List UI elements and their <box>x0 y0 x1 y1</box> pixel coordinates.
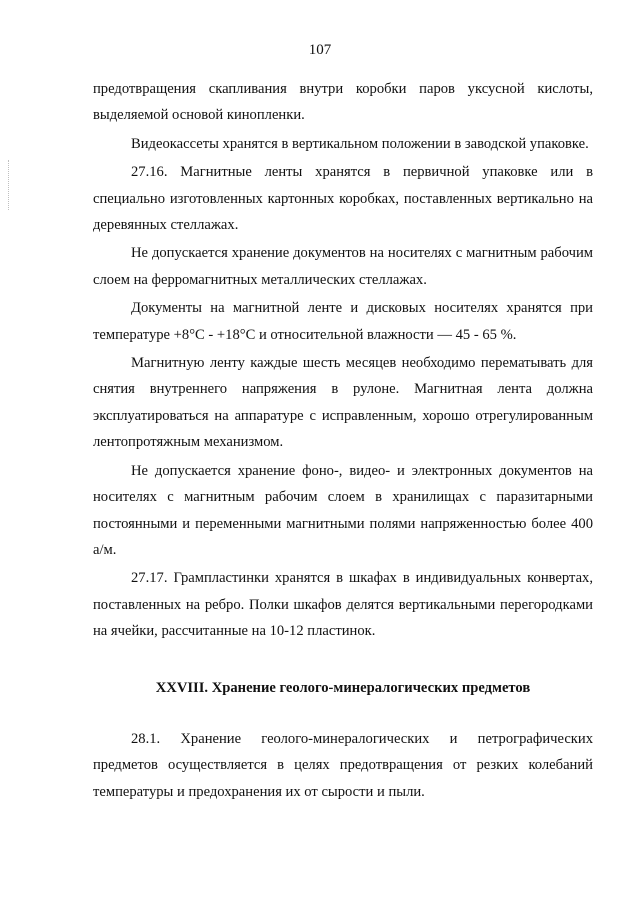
paragraph-temperature-humidity: Документы на магнитной ленте и дисковых носителях хранятся при температуре +8°С - +18°С и относительной влажности — 45 - 65 %. <box>93 300 593 343</box>
section-heading: XXVIII. Хранение геолого-минералогических предметов <box>155 680 531 696</box>
paragraph-27-17: 27.17. Грампластинки хранятся в шкафах в индивидуальных конвертах, поставленных на ребро. Полки шкафов делятся вертикальными перегородками на ячейки, рассчитанные на 10-12 пластинок. <box>93 570 593 640</box>
paragraph-tape-rewinding: Магнитную ленту каждые шесть месяцев необходимо перематывать для снятия внутреннего напряжения в рулоне. Магнитная лента должна эксплуатироваться на аппаратуре с исправленным, хорошо отрегулированным лентопротяжным механизмом. <box>93 355 593 451</box>
paragraph-magnetic-fields: Не допускается хранение фоно-, видео- и электронных документов на носителях с магнитным рабочим слоем в хранилищах с паразитарными постоянными и переменными магнитными полями напряженностью более 400 а/м. <box>93 462 593 558</box>
margin-scan-marks <box>8 160 13 210</box>
paragraph-continuation: предотвращения скапливания внутри коробки паров уксусной кислоты, выделяемой основой кинопленки. <box>93 81 593 124</box>
paragraph-27-16: 27.16. Магнитные ленты хранятся в первичной упаковке или в специально изготовленных картонных коробках, поставленных вертикально на деревянных стеллажах. <box>93 164 593 234</box>
page-number: 107 <box>308 42 332 58</box>
paragraph-ferromagnetic-shelves: Не допускается хранение документов на носителях с магнитным рабочим слоем на ферромагнитных металлических стеллажах. <box>93 245 593 288</box>
paragraph-28-1: 28.1. Хранение геолого-минералогических и петрографических предметов осуществляется в целях предотвращения от резких колебаний температуры и предохранения их от сырости и пыли. <box>93 731 593 800</box>
paragraph-videocassettes: Видеокассеты хранятся в вертикальном положении в заводской упаковке. <box>131 135 589 152</box>
section-text <box>93 726 593 805</box>
body-text <box>93 76 593 645</box>
